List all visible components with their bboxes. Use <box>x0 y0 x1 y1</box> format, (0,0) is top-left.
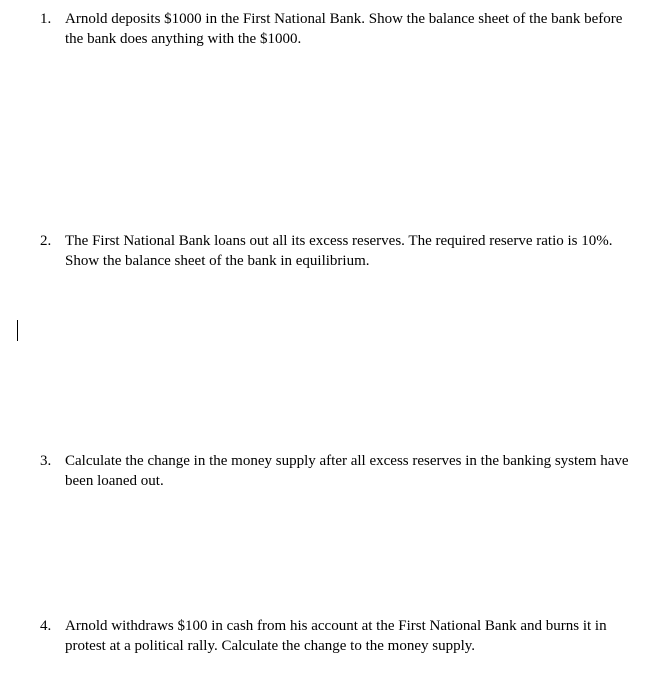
question-2 <box>40 231 640 271</box>
question-text: Arnold withdraws $100 in cash from his account at the First National Bank and burns it in protest at a political rally. Calculate the change to the money supply. <box>65 618 607 654</box>
text-cursor <box>17 320 18 341</box>
question-number: 3. <box>40 453 52 469</box>
question-text: The First National Bank loans out all its excess reserves. The required reserve ratio is 10%. Show the balance sheet of the bank in equilibrium. <box>65 233 613 269</box>
question-text: Arnold deposits $1000 in the First National Bank. Show the balance sheet of the bank before the bank does anything with the $1000. <box>65 11 623 47</box>
question-4 <box>40 616 640 656</box>
question-text: Calculate the change in the money supply after all excess reserves in the banking system have been loaned out. <box>65 453 629 489</box>
question-number: 1. <box>40 11 52 27</box>
question-number: 2. <box>40 233 52 249</box>
question-3 <box>40 451 640 491</box>
question-number: 4. <box>40 618 52 634</box>
question-1 <box>40 9 640 49</box>
